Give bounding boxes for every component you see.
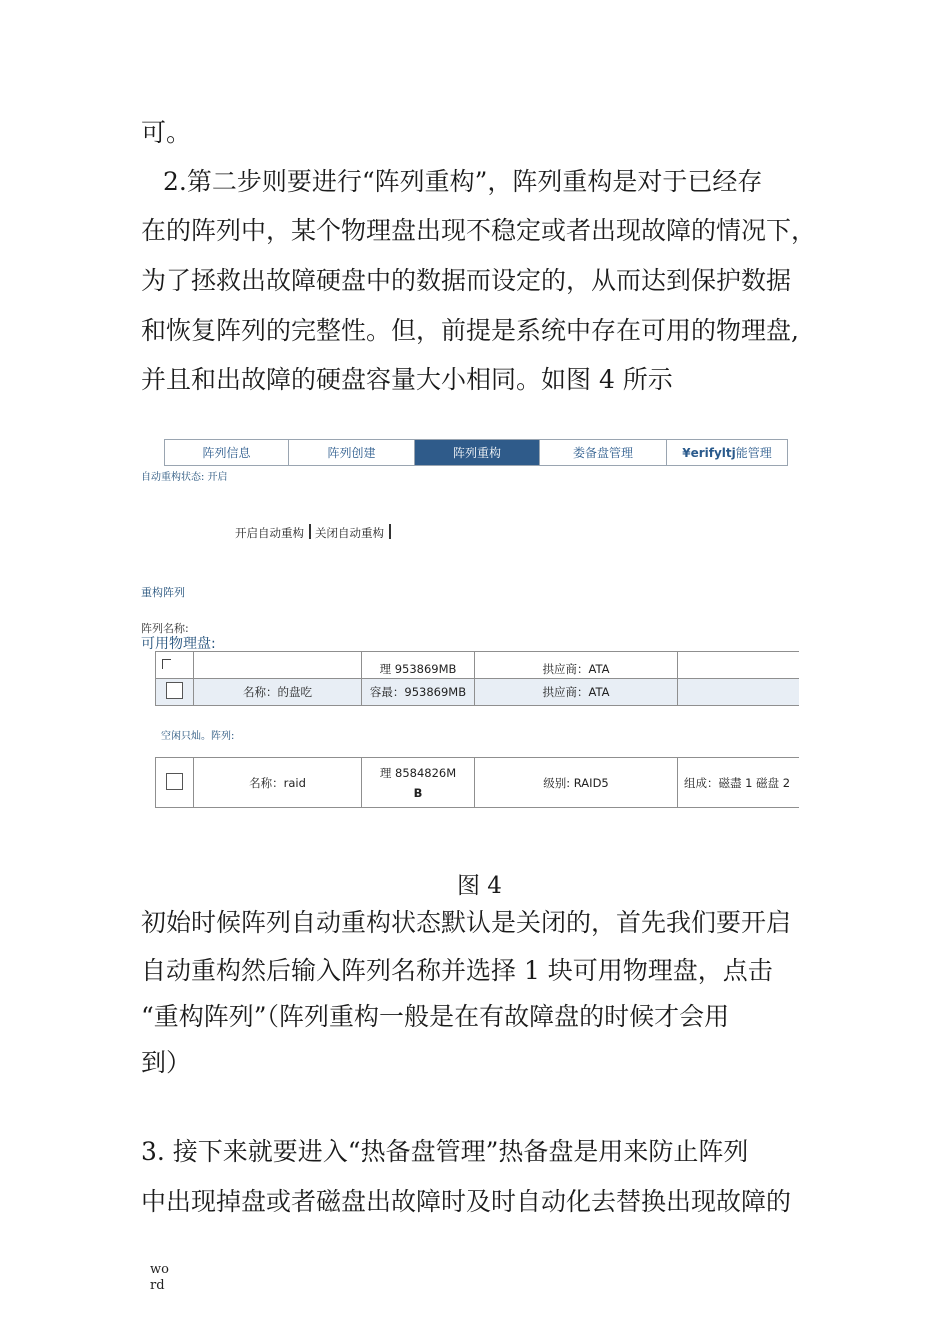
array-capacity-line: 理 8584826M: [379, 765, 457, 780]
enable-auto-rebuild-link[interactable]: 开启自动重构: [235, 526, 304, 540]
disk-checkbox[interactable]: [156, 652, 194, 679]
disk-extra-cell: [678, 652, 799, 679]
disk-name-cell: 名称：的盘吃: [194, 679, 362, 706]
paragraph-line: 中出现掉盘或者磁盘出故障时及时自动化去替换出现故障的: [141, 1187, 792, 1216]
available-disks-table: [155, 651, 799, 706]
checkbox-icon: [162, 659, 171, 669]
array-members-cell: 组成：磁盡 1 磁盘 2: [678, 758, 799, 808]
auto-rebuild-controls: [235, 524, 395, 541]
array-capacity-line: B: [413, 785, 423, 800]
table-row[interactable]: [156, 758, 799, 808]
checkbox-icon: [166, 773, 183, 790]
tab-function-manage-label: 能管理: [735, 446, 772, 460]
disk-capacity-cell: 理 953869MB: [362, 652, 475, 679]
idle-arrays-label: 空闲只灿。阵列:: [161, 731, 235, 742]
available-disks-label: 可用物理盘:: [141, 636, 216, 652]
tab-function-manage[interactable]: [667, 440, 787, 465]
tab-array-rebuild[interactable]: 阵列重构: [415, 440, 540, 465]
tab-array-info[interactable]: 阵列信息: [165, 440, 289, 465]
paragraph-line: 为了拯救出故障硬盘中的数据而设定的，从而达到保护数据: [141, 266, 792, 295]
disk-checkbox[interactable]: [156, 679, 194, 706]
array-name-cell: 名称：raid: [194, 758, 362, 808]
paragraph-line: 自动重构然后输入阵列名称并选择 1 块可用物理盘，点击: [141, 956, 773, 985]
idle-arrays-table: [155, 757, 799, 808]
paragraph-line: 在的阵列中，某个物理盘出现不稳定或者出现故障的情况下，: [141, 216, 817, 245]
paragraph-line: 2.第二步则要进行“阵列重构”，阵列重构是对于已经存: [163, 167, 763, 196]
paragraph-line: 初始时候阵列自动重构状态默认是关闭的，首先我们要开启: [141, 908, 792, 937]
tab-function-manage-prefix: ¥erifyltj: [682, 445, 736, 460]
paragraph-line: 和恢复阵列的完整性。但，前提是系统中存在可用的物理盘,: [141, 316, 799, 345]
array-name-label: 阵列名称:: [141, 622, 189, 635]
array-checkbox[interactable]: [156, 758, 194, 808]
auto-rebuild-status: 自动重构状态: 开启: [141, 472, 228, 483]
figure-tab-bar: [164, 439, 788, 466]
footer-line: rd: [150, 1278, 165, 1293]
disk-extra-cell: [678, 679, 799, 706]
figure-caption: 图 4: [457, 873, 502, 899]
disk-capacity-cell: 容最：953869MB: [362, 679, 475, 706]
page-footer: [150, 1262, 169, 1294]
disk-vendor-cell: 拱应商：ATA: [475, 652, 678, 679]
disk-name-cell: [194, 652, 362, 679]
paragraph-line: 到）: [141, 1048, 192, 1077]
paragraph-line: 可。: [141, 118, 192, 147]
separator: [309, 524, 311, 539]
disk-vendor-cell: 拱应商：ATA: [475, 679, 678, 706]
tab-hot-spare[interactable]: 娄备盘管理: [540, 440, 667, 465]
paragraph-line: 并且和出故障的硬盘容量大小相同。如图 4 所示: [141, 365, 673, 394]
array-capacity-cell: [362, 758, 475, 808]
disable-auto-rebuild-link[interactable]: 关闭自动重构: [315, 526, 384, 540]
footer-line: wo: [150, 1262, 169, 1277]
tab-array-create[interactable]: 阵列创建: [289, 440, 415, 465]
checkbox-icon: [166, 682, 183, 699]
paragraph-line: “重构阵列”（阵列重构一般是在有故障盘的时候才会用: [141, 1002, 730, 1031]
table-row[interactable]: [156, 652, 799, 679]
array-level-cell: 级别: RAID5: [475, 758, 678, 808]
table-row[interactable]: [156, 679, 799, 706]
separator: [389, 524, 391, 539]
paragraph-line: 3. 接下来就要进入“热备盘管理”热备盘是用来防止阵列: [141, 1137, 749, 1166]
rebuild-array-heading: 重构阵列: [141, 586, 185, 599]
